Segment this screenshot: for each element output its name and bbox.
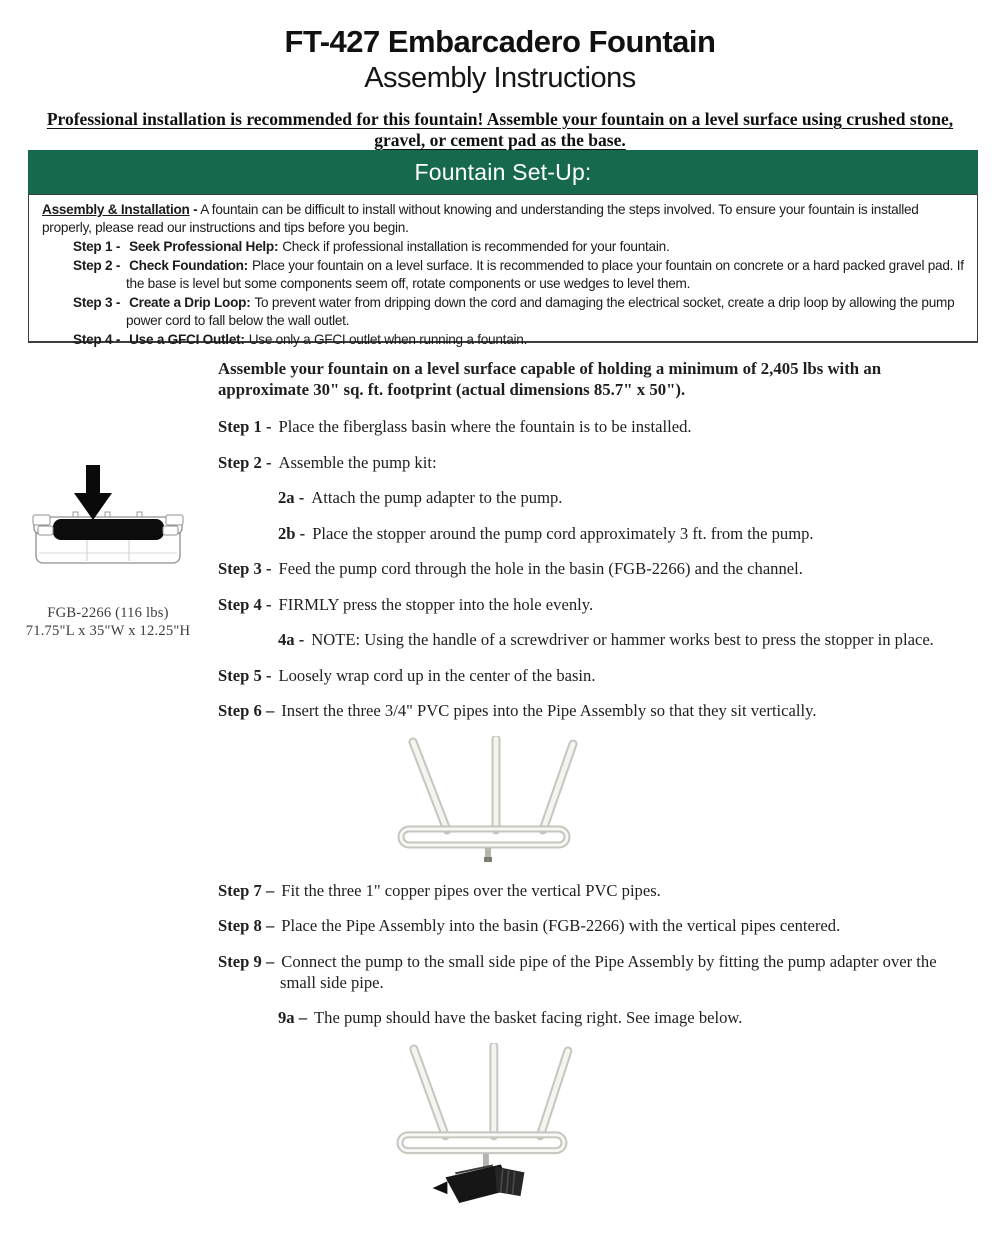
step-text: Fit the three 1" copper pipes over the vertical PVC pipes.: [281, 880, 661, 900]
step-label: Step 3 -: [218, 559, 272, 578]
setup-step-text: Use only a GFCI outlet when running a fountain.: [248, 331, 528, 347]
section-header-fountain-setup: Fountain Set-Up:: [28, 150, 978, 194]
step-text: NOTE: Using the handle of a screwdriver or hammer works best to press the stopper in place.: [311, 630, 934, 649]
step-label: 2a -: [278, 488, 305, 507]
setup-step-text: Check if professional installation is recommended for your fountain.: [282, 238, 670, 254]
setup-step-label: Step 2 -: [73, 257, 121, 273]
setup-intro: [42, 201, 964, 237]
corner-pad: [163, 526, 178, 535]
surface-requirements-line-2: approximate 30" sq. ft. footprint (actual dimensions 85.7" x 50").: [218, 380, 686, 399]
warning-line-2: gravel, or cement pad as the base.: [374, 130, 626, 150]
setup-step-2: [73, 257, 964, 293]
step-text: Loosely wrap cord up in the center of the basin.: [278, 665, 596, 685]
step-2a: [278, 487, 950, 508]
pipe-assembly-drawing: [386, 736, 578, 866]
step-label: 9a –: [278, 1008, 308, 1027]
step-8: [218, 915, 950, 936]
step-label: Step 4 -: [218, 594, 272, 614]
basin-caption-line-2: 71.75"L x 35"W x 12.25"H: [25, 622, 191, 639]
basin-caption: [24, 605, 192, 641]
setup-step-text: To prevent water from dripping down the cord and damaging the electrical socket, create a drip loop by allowing the pump power cord to fall below the wall outlet.: [126, 294, 955, 328]
step-2b: [278, 523, 950, 544]
step-text: FIRMLY press the stopper into the hole evenly.: [278, 594, 594, 614]
step-4a: [278, 629, 950, 650]
figure-pipe-assembly-with-pump: [384, 1043, 576, 1208]
setup-step-3: [73, 294, 964, 330]
step-3: [218, 558, 950, 579]
step-7: [218, 880, 950, 901]
step-text: Insert the three 3/4" PVC pipes into the Pipe Assembly so that they sit vertically.: [281, 701, 817, 720]
step-text: Place the stopper around the pump cord approximately 3 ft. from the pump.: [312, 523, 814, 543]
setup-step-label: Step 1 -: [73, 238, 121, 254]
surface-requirements-line-1: Assemble your fountain on a level surface capable of holding a minimum of 2,405 lbs with an: [218, 359, 882, 378]
setup-step-title: Check Foundation:: [129, 257, 248, 273]
main-instructions: [218, 358, 950, 1208]
pipe-frame: [401, 829, 567, 845]
step-2: [218, 452, 950, 473]
step-text: Assemble the pump kit:: [278, 452, 437, 472]
figure-basin: [24, 465, 192, 641]
side-pipe-stub: [484, 848, 492, 862]
step-label: Step 9 –: [218, 951, 275, 971]
setup-intro-dash: -: [193, 202, 198, 217]
step-text: Place the fiberglass basin where the fountain is to be installed.: [278, 417, 692, 436]
installation-warning: [25, 109, 975, 151]
step-label: Step 6 –: [218, 701, 275, 720]
basin-liner: [53, 519, 164, 540]
step-4: [218, 594, 950, 615]
setup-step-title: Create a Drip Loop:: [129, 294, 251, 310]
step-label: Step 5 -: [218, 665, 272, 685]
figure-pipe-assembly: [386, 736, 578, 871]
setup-intro-label: Assembly & Installation: [42, 202, 190, 217]
step-text: Attach the pump adapter to the pump.: [311, 488, 563, 507]
surface-requirements: [218, 358, 950, 400]
setup-step-label: Step 4 -: [73, 331, 121, 347]
setup-step-1: [73, 238, 964, 256]
corner-pad: [166, 515, 183, 525]
step-label: 2b -: [278, 523, 306, 543]
corner-pad: [33, 515, 50, 525]
step-label: 4a -: [278, 630, 305, 649]
setup-instructions-box: [28, 194, 978, 347]
setup-step-4: [73, 331, 964, 349]
step-label: Step 7 –: [218, 880, 275, 900]
setup-step-title: Use a GFCI Outlet:: [129, 331, 245, 347]
setup-step-title: Seek Professional Help:: [129, 238, 279, 254]
setup-step-text: Place your fountain on a level surface. It is recommended to place your fountain on concrete or a hard packed gravel pad. If the base is level but some components seem off, rotate components or use wedges to level them.: [126, 257, 964, 291]
step-text: The pump should have the basket facing right. See image below.: [314, 1008, 743, 1027]
step-6: [218, 700, 950, 721]
pump-drawing: [433, 1164, 525, 1203]
step-9: [218, 951, 950, 993]
pipe-assembly-with-pump-drawing: [384, 1043, 576, 1203]
pvc-pipes: [413, 739, 573, 830]
setup-step-label: Step 3 -: [73, 294, 121, 310]
page-title: FT-427 Embarcadero Fountain: [284, 24, 716, 59]
page-subtitle: Assembly Instructions: [364, 62, 636, 94]
pvc-pipes: [414, 1045, 568, 1135]
step-9a: [278, 1007, 950, 1028]
step-text: Feed the pump cord through the hole in the basin (FGB-2266) and the channel.: [278, 559, 803, 578]
basin-caption-line-1: FGB-2266 (116 lbs): [47, 605, 169, 621]
step-5: [218, 665, 950, 686]
warning-line-1: Professional installation is recommended for this fountain! Assemble your fountain on a level surface using crushed stone,: [46, 109, 954, 129]
step-label: Step 8 –: [218, 916, 275, 935]
step-text: Place the Pipe Assembly into the basin (FGB-2266) with the vertical pipes centered.: [281, 916, 841, 935]
step-text: Connect the pump to the small side pipe of the Pipe Assembly by fitting the pump adapter over the small side pipe.: [280, 951, 937, 992]
step-1: [218, 416, 950, 437]
basin-drawing: [29, 465, 187, 567]
pipe-frame: [400, 1134, 564, 1150]
step-label: Step 1 -: [218, 417, 272, 436]
setup-intro-text: A fountain can be difficult to install without knowing and understanding the steps involved. To ensure your fountain is installed properly, please read our instructions and tips before you begin.: [42, 202, 919, 235]
corner-pad: [38, 526, 53, 535]
step-label: Step 2 -: [218, 452, 272, 472]
